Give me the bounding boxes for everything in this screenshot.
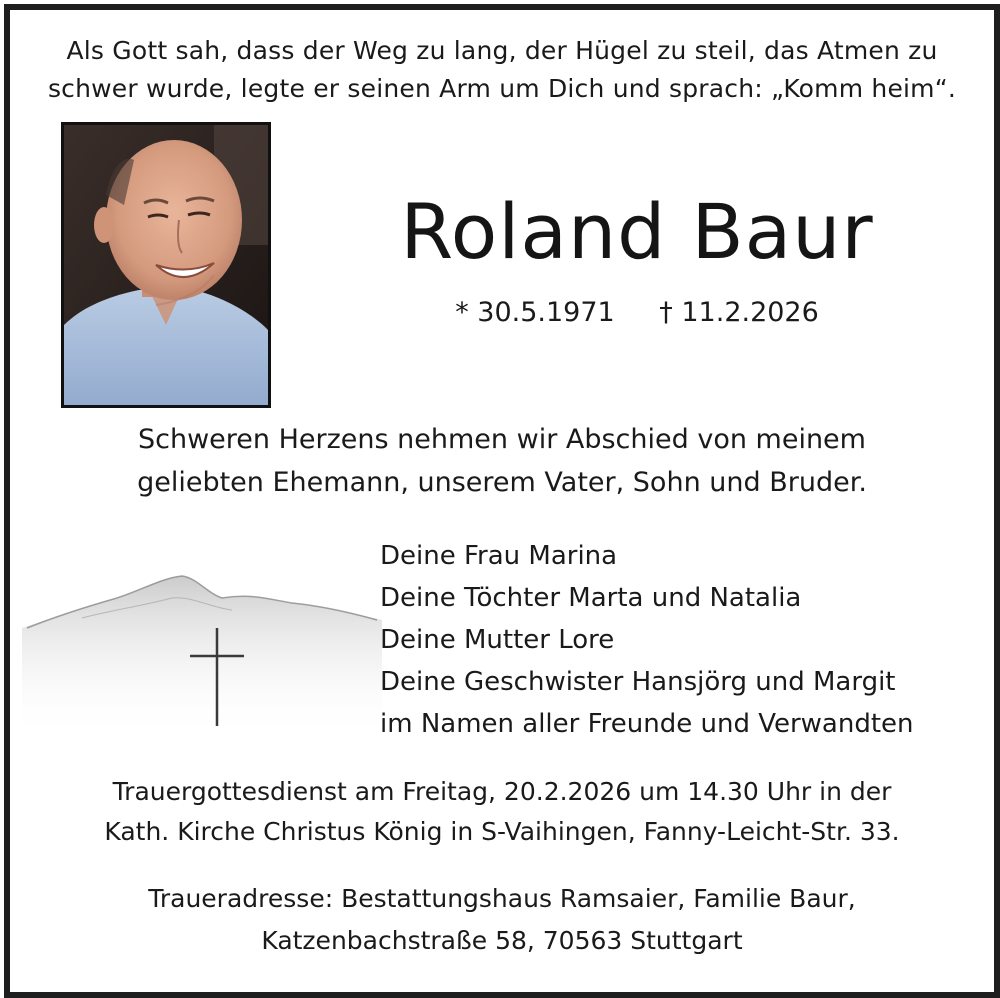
life-dates [280,295,994,331]
portrait-image [64,125,268,405]
service-line-1: Trauergottesdienst am Freitag, 20.2.2026 um 14.30 Uhr in der [112,777,892,806]
portrait-photo [61,122,271,408]
farewell-line-2: geliebten Ehemann, unserem Vater, Sohn und Bruder. [137,467,867,498]
birth-date: * 30.5.1971 [455,297,615,328]
mountains-cross-illustration [22,548,382,738]
service-line-2: Kath. Kirche Christus König in S-Vaihingen, Fanny-Leicht-Str. 33. [104,817,900,846]
obituary-frame [4,4,1000,998]
family-member: Deine Töchter Marta und Natalia [380,583,802,613]
family-list [380,535,980,745]
deceased-name: Roland Baur [400,187,874,276]
farewell-text [10,418,994,504]
mourning-address [10,878,994,962]
death-date: † 11.2.2026 [659,297,819,328]
address-line-1: Traueradresse: Bestattungshaus Ramsaier, Familie Baur, [148,884,856,913]
family-member: Deine Mutter Lore [380,625,615,655]
family-member: Deine Geschwister Hansjörg und Margit [380,667,896,697]
family-member: Deine Frau Marina [380,541,618,571]
opening-quote [10,32,994,108]
funeral-service-info [10,772,994,852]
quote-line-2: schwer wurde, legte er seinen Arm um Dich und sprach: „Komm heim“. [47,74,957,103]
address-line-2: Katzenbachstraße 58, 70563 Stuttgart [261,926,743,955]
family-member: im Namen aller Freunde und Verwandten [380,709,914,739]
quote-line-1: Als Gott sah, dass der Weg zu lang, der Hügel zu steil, das Atmen zu [66,36,938,65]
farewell-line-1: Schweren Herzens nehmen wir Abschied von meinem [138,424,866,455]
